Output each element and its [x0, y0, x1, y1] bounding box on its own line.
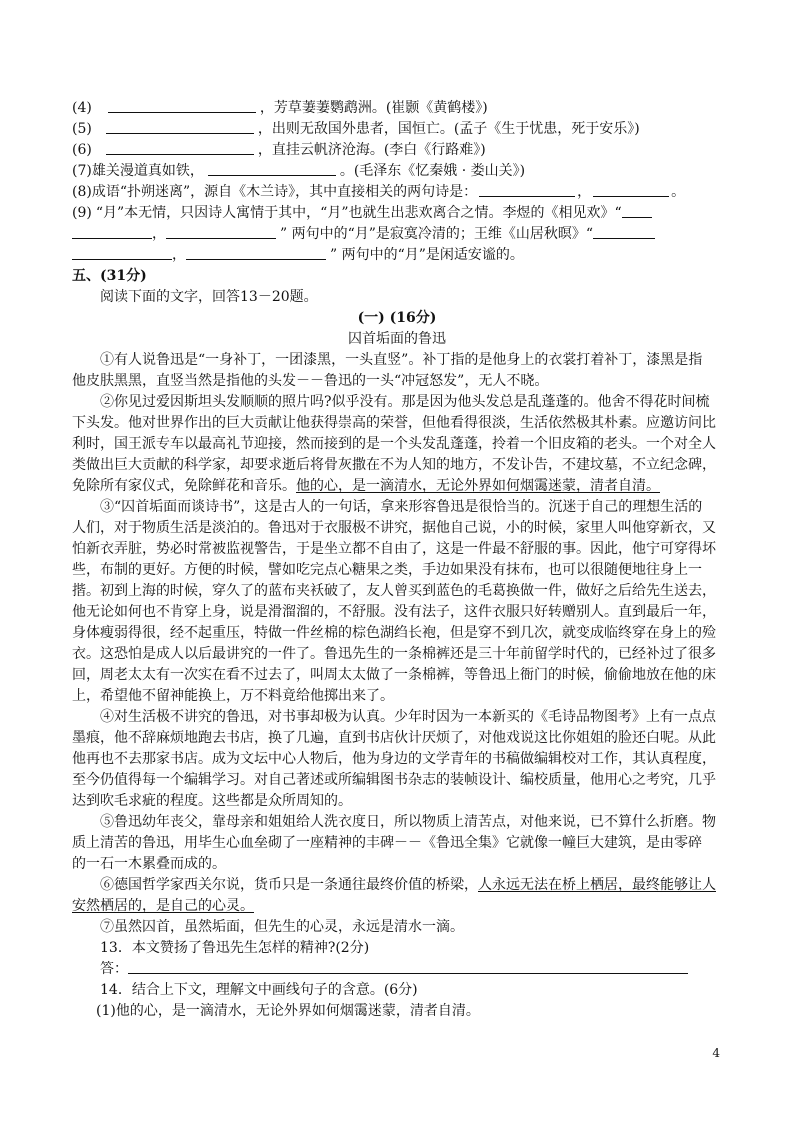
paragraph-6-line	[72, 875, 722, 895]
q4-number: (4)	[72, 100, 92, 116]
underlined-sentence-1: 他的心，是一滴清水，无论外界如何烟霭迷蒙，清者自清。	[296, 478, 660, 494]
paragraph-7-line: ⑦虽然囚首，虽然垢面，但先生的心灵，永远是清水一滴。	[100, 919, 464, 935]
paragraph-4-line: 至今仍值得每一个编辑学习。对自己著述或所编辑图书杂志的装帧设计、编校质量，他用心之考究，几乎	[72, 772, 716, 788]
q8-blank-2[interactable]	[593, 182, 669, 197]
fill-in-q7	[72, 161, 722, 181]
paragraph-2-last-line	[72, 476, 722, 496]
paragraph-4-line: 他再也不去那家书店。成为文坛中心人物后，他为身边的文学青年的书稿做编辑校对工作，其认真程度，	[72, 751, 716, 767]
paragraph-3-line: 身体瘦弱得很，经不起重压，特做一件丝棉的棕色湖绉长袍，但是穿不到几次，就变成临终穿在身上的殓	[72, 625, 716, 641]
q5-number: (5)	[72, 121, 92, 137]
q7-pre: 雄关漫道真如铁，	[91, 163, 204, 179]
section-instruction: 阅读下面的文字，回答13－20题。	[100, 289, 318, 305]
answer-blank-13[interactable]	[128, 959, 688, 974]
q9-line1-text: “月”本无情，只因诗人寓情于其中，“月”也就生出悲欢离合之情。李煜的《相见欢》“	[95, 205, 622, 221]
passage-part-label: (一) (16分)	[357, 310, 437, 326]
fill-in-q6	[72, 140, 722, 160]
underlined-sentence-2-cont: 安然栖居的，是自己的心灵。	[72, 898, 254, 914]
fill-in-q5	[72, 119, 722, 139]
paragraph-2-line: ②你见过爱因斯坦头发顺顺的照片吗?似乎没有。那是因为他头发总是乱蓬蓬的。他舍不得花时间梳	[100, 394, 710, 410]
q9-line2-mid: ，	[152, 226, 166, 242]
paragraph-5-line: 质上清苦的鲁迅，用毕生心血垒砌了一座精神的丰碑－－《鲁迅全集》它就像一幢巨大建筑，是由零碎	[72, 835, 702, 851]
paragraph-4-line: 达到吹毛求疵的程度。这些都是众所周知的。	[72, 793, 352, 809]
paragraph-3-line: 揩。初到上海的时候，穿久了的蓝布夹袄破了，友人曾买到蓝色的毛葛换做一件，做好之后给先生送去，	[72, 583, 716, 599]
answer-line-13	[72, 959, 750, 979]
q9-blank-1a[interactable]	[622, 203, 652, 218]
q9-blank-2[interactable]	[166, 224, 276, 239]
passage-title: 囚首垢面的鲁迅	[348, 331, 446, 347]
q6-text: ，直挂云帆济沧海。(李白《行路难》)	[257, 142, 486, 158]
paragraph-4-line: ④对生活极不讲究的鲁迅，对书事却极为认真。少年时因为一本新买的《毛诗品物图考》上有一点点	[100, 709, 716, 725]
paragraph-2-line: 类做出巨大贡献的科学家，却要求逝后将骨灰撒在不为人知的地方，不发讣告，不建坟墓，不立纪念碑，	[72, 457, 716, 473]
q9-line2-post: ” 两句中的“月”是寂寞冷清的；王维《山居秋暝》“	[280, 226, 594, 242]
fill-in-q9-line2	[72, 224, 722, 244]
q6-number: (6)	[72, 142, 92, 158]
q8-number: (8)	[72, 184, 92, 200]
paragraph-4-line: 墨痕，他不辞麻烦地跑去书店，换了几遍，直到书店伙计厌烦了，对他戏说这比你姐姐的脸还白呢。从此	[72, 730, 716, 746]
answer-label: 答：	[100, 961, 128, 977]
paragraph-5-line: ⑤鲁迅幼年丧父，靠母亲和姐姐给人洗衣度日，所以物质上清苦点，对他来说，已不算什么折磨。物	[100, 814, 716, 830]
underlined-sentence-2: 人永远无法在桥上栖居，最终能够让人	[478, 877, 716, 893]
q5-blank[interactable]	[106, 119, 254, 134]
paragraph-3-line: ③“囚首垢面而谈诗书”，这是古人的一句话，拿来形容鲁迅是很恰当的。沉迷于自己的理想生活的	[100, 499, 703, 515]
q9-line3-mid: ，	[172, 247, 186, 263]
fill-in-q9-line3	[72, 245, 722, 265]
q7-post: 。(毛泽东《忆秦娥 · 娄山关》)	[339, 163, 526, 179]
question-14-1: (1)他的心，是一滴清水，无论外界如何烟霭迷蒙，清者自清。	[96, 1003, 480, 1019]
paragraph-5-line: 的一石一木累叠而成的。	[72, 856, 226, 872]
paragraph-6-text: ⑥德国哲学家西关尔说，货币只是一条通往最终价值的桥梁，	[100, 877, 478, 893]
q9-blank-3a[interactable]	[593, 224, 655, 239]
q5-text: ，出则无敌国外患者，国恒亡。(孟子《生于忧患，死于安乐》)	[257, 121, 640, 137]
fill-in-q9-line1	[72, 203, 722, 223]
question-14: 14．结合上下文，理解文中画线句子的含意。(6分)	[100, 982, 418, 998]
paragraph-2-line: 下头发。他对世界作出的巨大贡献让他获得崇高的荣誉，但他看得很淡，生活依然极其朴素。应邀访问比	[72, 415, 716, 431]
paragraph-6-line	[72, 896, 722, 916]
q9-number: (9)	[72, 205, 92, 221]
paragraph-3-line: 回，周老太太有一次实在看不过去了，叫周太太做了一条棉裤，等鲁迅上衙门的时候，偷偷地放在他的床	[72, 667, 716, 683]
paragraph-1-line: ①有人说鲁迅是“一身补丁，一团漆黑，一头直竖”。补丁指的是他身上的衣裳打着补丁，漆黑是指	[100, 352, 703, 368]
q9-line3-post: ” 两句中的“月”是闲适安谧的。	[330, 247, 524, 263]
q9-blank-4[interactable]	[186, 245, 326, 260]
paragraph-3-line: 他无论如何也不肯穿上身，说是滑溜溜的，不舒服。没有法子，这件衣服只好转赠别人。直到最后一年，	[72, 604, 716, 620]
q4-blank[interactable]	[108, 98, 256, 113]
q9-blank-1b[interactable]	[72, 224, 152, 239]
q4-text: ，芳草萋萋鹦鹉洲。(崔颢《黄鹤楼》)	[259, 100, 488, 116]
paragraph-3-line: 怕新衣弄脏，势必时常被监视警告，于是坐立都不自由了，这是一件最不舒服的事。因此，他宁可穿得坏	[72, 541, 716, 557]
paragraph-3-line: 衣。这恐怕是成人以后最讲究的一件了。鲁迅先生的一条棉裤还是三十年前留学时代的，已经补过了很多	[72, 646, 716, 662]
q8-blank-1[interactable]	[479, 182, 575, 197]
fill-in-q4	[72, 98, 722, 118]
q9-blank-3b[interactable]	[72, 245, 172, 260]
fill-in-q8	[72, 182, 722, 202]
q6-blank[interactable]	[106, 140, 254, 155]
q7-number: (7)	[72, 163, 92, 179]
q8-mid: ，	[577, 184, 592, 200]
q7-blank[interactable]	[208, 161, 336, 176]
paragraph-2-text: 免除所有家仪式，免除鲜花和音乐。	[72, 478, 296, 494]
paragraph-3-line: 上，希望他不留神能换上，万不料竟给他掷出来了。	[72, 688, 394, 704]
section-title: 五、(31分)	[72, 268, 147, 284]
paragraph-3-line: 些，布制的更好。方便的时候，譬如吃完点心糖果之类，手边如果没有抹布，也可以很随便地往身上一	[72, 562, 702, 578]
question-13: 13．本文赞扬了鲁迅先生怎样的精神?(2分)	[100, 940, 370, 956]
paragraph-1-line: 他皮肤黑黑，直竖当然是指他的头发－－鲁迅的一头“冲冠怒发”，无人不晓。	[72, 373, 549, 389]
paragraph-3-line: 人们，对于物质生活是淡泊的。鲁迅对于衣服极不讲究，据他自己说，小的时候，家里人叫他穿新衣，又	[72, 520, 716, 536]
q8-post: 。	[671, 184, 686, 200]
q8-pre: 成语“扑朔迷离”，源自《木兰诗》，其中直接相关的两句诗是：	[91, 184, 478, 200]
paragraph-2-line: 利时，国王派专车以最高礼节迎接，然而接到的是一个头发乱蓬蓬，拎着一个旧皮箱的老头。一个对全人	[72, 436, 716, 452]
page-number: 4	[712, 1046, 720, 1060]
